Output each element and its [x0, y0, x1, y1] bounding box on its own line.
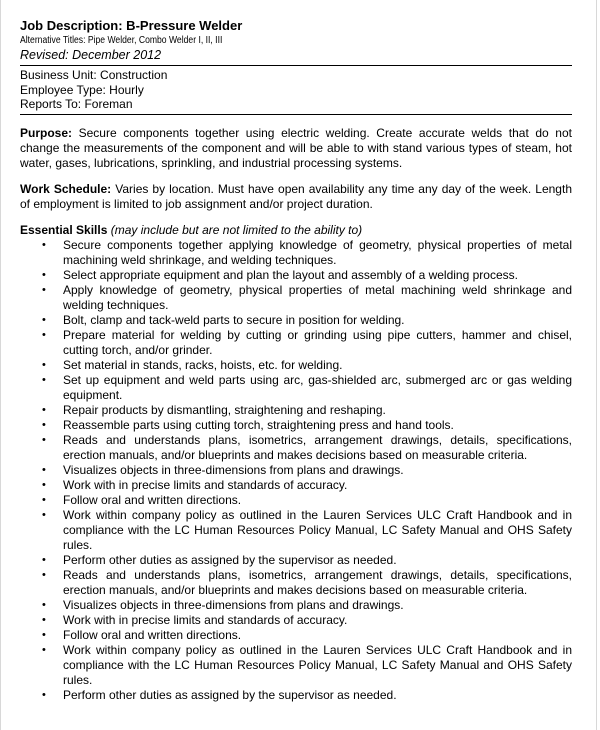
skill-text: Work within company policy as outlined in the Lauren Services ULC Craft Handbook and in compliance with the LC Human Resources Policy Manual, LC Safety Manual and OHS Safety rules.: [63, 642, 572, 687]
divider: [20, 114, 572, 115]
skill-item: [20, 268, 572, 283]
bullet-icon: •: [42, 688, 46, 701]
skill-item: [20, 598, 572, 613]
skill-text: Follow oral and written directions.: [63, 492, 242, 507]
skill-text: Visualizes objects in three-dimensions from plans and drawings.: [63, 597, 404, 612]
job-title: Job Description: B-Pressure Welder: [20, 18, 243, 33]
skill-item: [20, 358, 572, 373]
essential-skills-note: (may include but are not limited to the ability to): [107, 222, 363, 237]
essential-skills-label: Essential Skills: [20, 222, 108, 237]
skill-text: Set material in stands, racks, hoists, etc. for welding.: [63, 357, 343, 372]
bullet-icon: •: [42, 568, 46, 581]
skill-item: [20, 628, 572, 643]
alternative-titles: Alternative Titles: Pipe Welder, Combo Welder I, II, III: [20, 35, 223, 46]
bullet-icon: •: [42, 493, 46, 506]
job-info: [20, 68, 572, 112]
bullet-icon: •: [42, 463, 46, 476]
skill-text: Perform other duties as assigned by the supervisor as needed.: [63, 687, 397, 702]
skill-text: Visualizes objects in three-dimensions from plans and drawings.: [63, 462, 404, 477]
skill-item: [20, 328, 572, 358]
bullet-icon: •: [42, 358, 46, 371]
essential-skills-heading: [20, 223, 572, 238]
bullet-icon: •: [42, 283, 46, 296]
essential-skills-list: [20, 238, 572, 703]
skill-text: Secure components together applying knowledge of geometry, physical properties of metal machining weld shrinkage, and welding techniques.: [63, 237, 572, 267]
skill-item: [20, 568, 572, 598]
skill-item: [20, 433, 572, 463]
bullet-icon: •: [42, 478, 46, 491]
bullet-icon: •: [42, 643, 46, 656]
employee-type: Employee Type: Hourly: [20, 82, 144, 97]
bullet-icon: •: [42, 508, 46, 521]
skill-item: [20, 643, 572, 688]
skill-item: [20, 613, 572, 628]
skill-text: Reassemble parts using cutting torch, straightening press and hand tools.: [63, 417, 454, 432]
bullet-icon: •: [42, 238, 46, 251]
purpose-section: [20, 126, 572, 171]
skill-text: Bolt, clamp and tack-weld parts to secure in position for welding.: [63, 312, 405, 327]
skill-item: [20, 688, 572, 703]
purpose-text: Secure components together using electric welding. Create accurate welds that do not change the measurements of the component and will be able to with stand various types of steam, hot water, gases, lubrications, sprinkling, and industrial processing systems.: [20, 125, 572, 170]
skill-text: Repair products by dismantling, straightening and reshaping.: [63, 402, 386, 417]
business-unit: Business Unit: Construction: [20, 68, 168, 82]
skill-item: [20, 418, 572, 433]
revised-date: Revised: December 2012: [20, 48, 162, 62]
divider: [20, 65, 572, 66]
bullet-icon: •: [42, 268, 46, 281]
skill-item: [20, 403, 572, 418]
bullet-icon: •: [42, 403, 46, 416]
bullet-icon: •: [42, 598, 46, 611]
skill-text: Select appropriate equipment and plan the layout and assembly of a welding process.: [63, 267, 518, 282]
skill-text: Reads and understands plans, isometrics, arrangement drawings, details, specifications, erection manuals, and/or blueprints and makes decisions based on measurable criteria.: [63, 567, 572, 597]
bullet-icon: •: [42, 613, 46, 626]
skill-item: [20, 493, 572, 508]
bullet-icon: •: [42, 373, 46, 386]
skill-item: [20, 463, 572, 478]
skill-item: [20, 478, 572, 493]
skill-text: Work with in precise limits and standards of accuracy.: [63, 477, 348, 492]
skill-item: [20, 553, 572, 568]
work-schedule-label: Work Schedule:: [20, 181, 112, 196]
bullet-icon: •: [42, 313, 46, 326]
skill-text: Follow oral and written directions.: [63, 627, 242, 642]
skill-text: Work with in precise limits and standards of accuracy.: [63, 612, 348, 627]
bullet-icon: •: [42, 418, 46, 431]
skill-text: Set up equipment and weld parts using arc, gas-shielded arc, submerged arc or gas welding equipment.: [63, 372, 572, 402]
work-schedule-section: [20, 182, 572, 212]
skill-item: [20, 373, 572, 403]
skill-text: Work within company policy as outlined in the Lauren Services ULC Craft Handbook and in compliance with the LC Human Resources Policy Manual, LC Safety Manual and OHS Safety rules.: [63, 507, 572, 552]
reports-to: Reports To: Foreman: [20, 97, 133, 111]
skill-item: [20, 508, 572, 553]
skill-text: Apply knowledge of geometry, physical properties of metal machining weld shrinkage and welding techniques.: [63, 282, 572, 312]
bullet-icon: •: [42, 433, 46, 446]
skill-text: Perform other duties as assigned by the supervisor as needed.: [63, 552, 397, 567]
work-schedule-text: Varies by location. Must have open availability any time any day of the week. Length of employment is limited to job assignment and/or project duration.: [20, 181, 572, 211]
bullet-icon: •: [42, 553, 46, 566]
skill-item: [20, 313, 572, 328]
skill-text: Reads and understands plans, isometrics, arrangement drawings, details, specifications, erection manuals, and/or blueprints and makes decisions based on measurable criteria.: [63, 432, 572, 462]
skill-item: [20, 283, 572, 313]
skill-text: Prepare material for welding by cutting or grinding using pipe cutters, hammer and chisel, cutting torch, and/or grinder.: [63, 327, 572, 357]
bullet-icon: •: [42, 328, 46, 341]
purpose-label: Purpose:: [20, 125, 73, 140]
skill-item: [20, 238, 572, 268]
bullet-icon: •: [42, 628, 46, 641]
